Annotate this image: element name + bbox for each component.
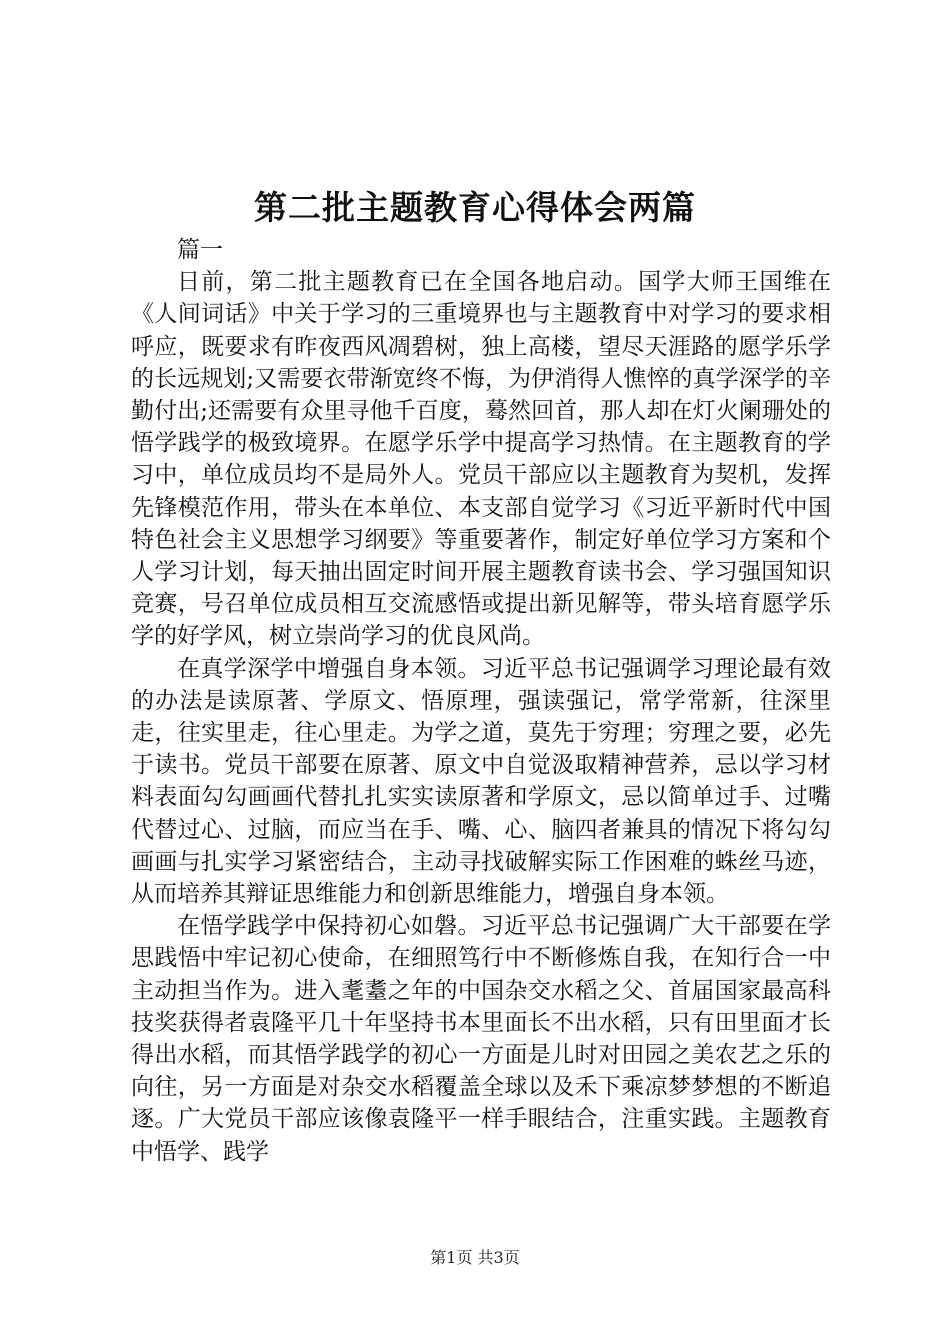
paragraph-1: 日前，第二批主题教育已在全国各地启动。国学大师王国维在《人间词话》中关于学习的三重境界也与主题教育中对学习的要求相呼应，既要求有昨夜西风凋碧树，独上高楼，望尽天涯路的愿学乐学的长远规划;又需要衣带渐宽终不悔，为伊消得人憔悴的真学深学的辛勤付出;还需要有众里寻他千百度，蓦然回首，那人却在灯火阑珊处的悟学践学的极致境界。在愿学乐学中提高学习热情。在主题教育的学习中，单位成员均不是局外人。党员干部应以主题教育为契机，发挥先锋模范作用，带头在本单位、本支部自觉学习《习近平新时代中国特色社会主义思想学习纲要》等重要著作，制定好单位学习方案和个人学习计划，每天抽出固定时间开展主题教育读书会、学习强国知识竞赛，号召单位成员相互交流感悟或提出新见解等，带头培育愿学乐学的好学风，树立崇尚学习的优良风尚。 (131, 269, 831, 650)
page-footer: 第1页 共3页 (430, 1248, 520, 1267)
document-title: 第二批主题教育心得体会两篇 (254, 188, 696, 227)
paragraph-3: 在悟学践学中保持初心如磐。习近平总书记强调广大干部要在学思践悟中牢记初心使命，在细照笃行中不断修炼自我，在知行合一中主动担当作为。进入耄耋之年的中国杂交水稻之父、首届国家最高科技奖获得者袁隆平几十年坚持书本里面长不出水稻，只有田里面才长得出水稻，而其悟学践学的初心一方面是儿时对田园之美农艺之乐的向往，另一方面是对杂交水稻覆盖全球以及禾下乘凉梦梦想的不断追逐。广大党员干部应该像袁隆平一样手眼结合，注重实践。主题教育中悟学、践学 (131, 913, 831, 1165)
document-body (131, 234, 831, 1168)
paragraph-2: 在真学深学中增强自身本领。习近平总书记强调学习理论最有效的办法是读原著、学原文、悟原理，强读强记，常学常新，往深里走，往实里走，往心里走。为学之道，莫先于穷理；穷理之要，必先于读书。党员干部要在原著、原文中自觉汲取精神营养，忌以学习材料表面勾勾画画代替扎扎实实读原著和学原文，忌以简单过手、过嘴代替过心、过脑，而应当在手、嘴、心、脑四者兼具的情况下将勾勾画画与扎实学习紧密结合，主动寻找破解实际工作困难的蛛丝马迹，从而培养其辩证思维能力和创新思维能力，增强自身本领。 (131, 655, 831, 908)
section-label: 篇一 (177, 237, 223, 263)
